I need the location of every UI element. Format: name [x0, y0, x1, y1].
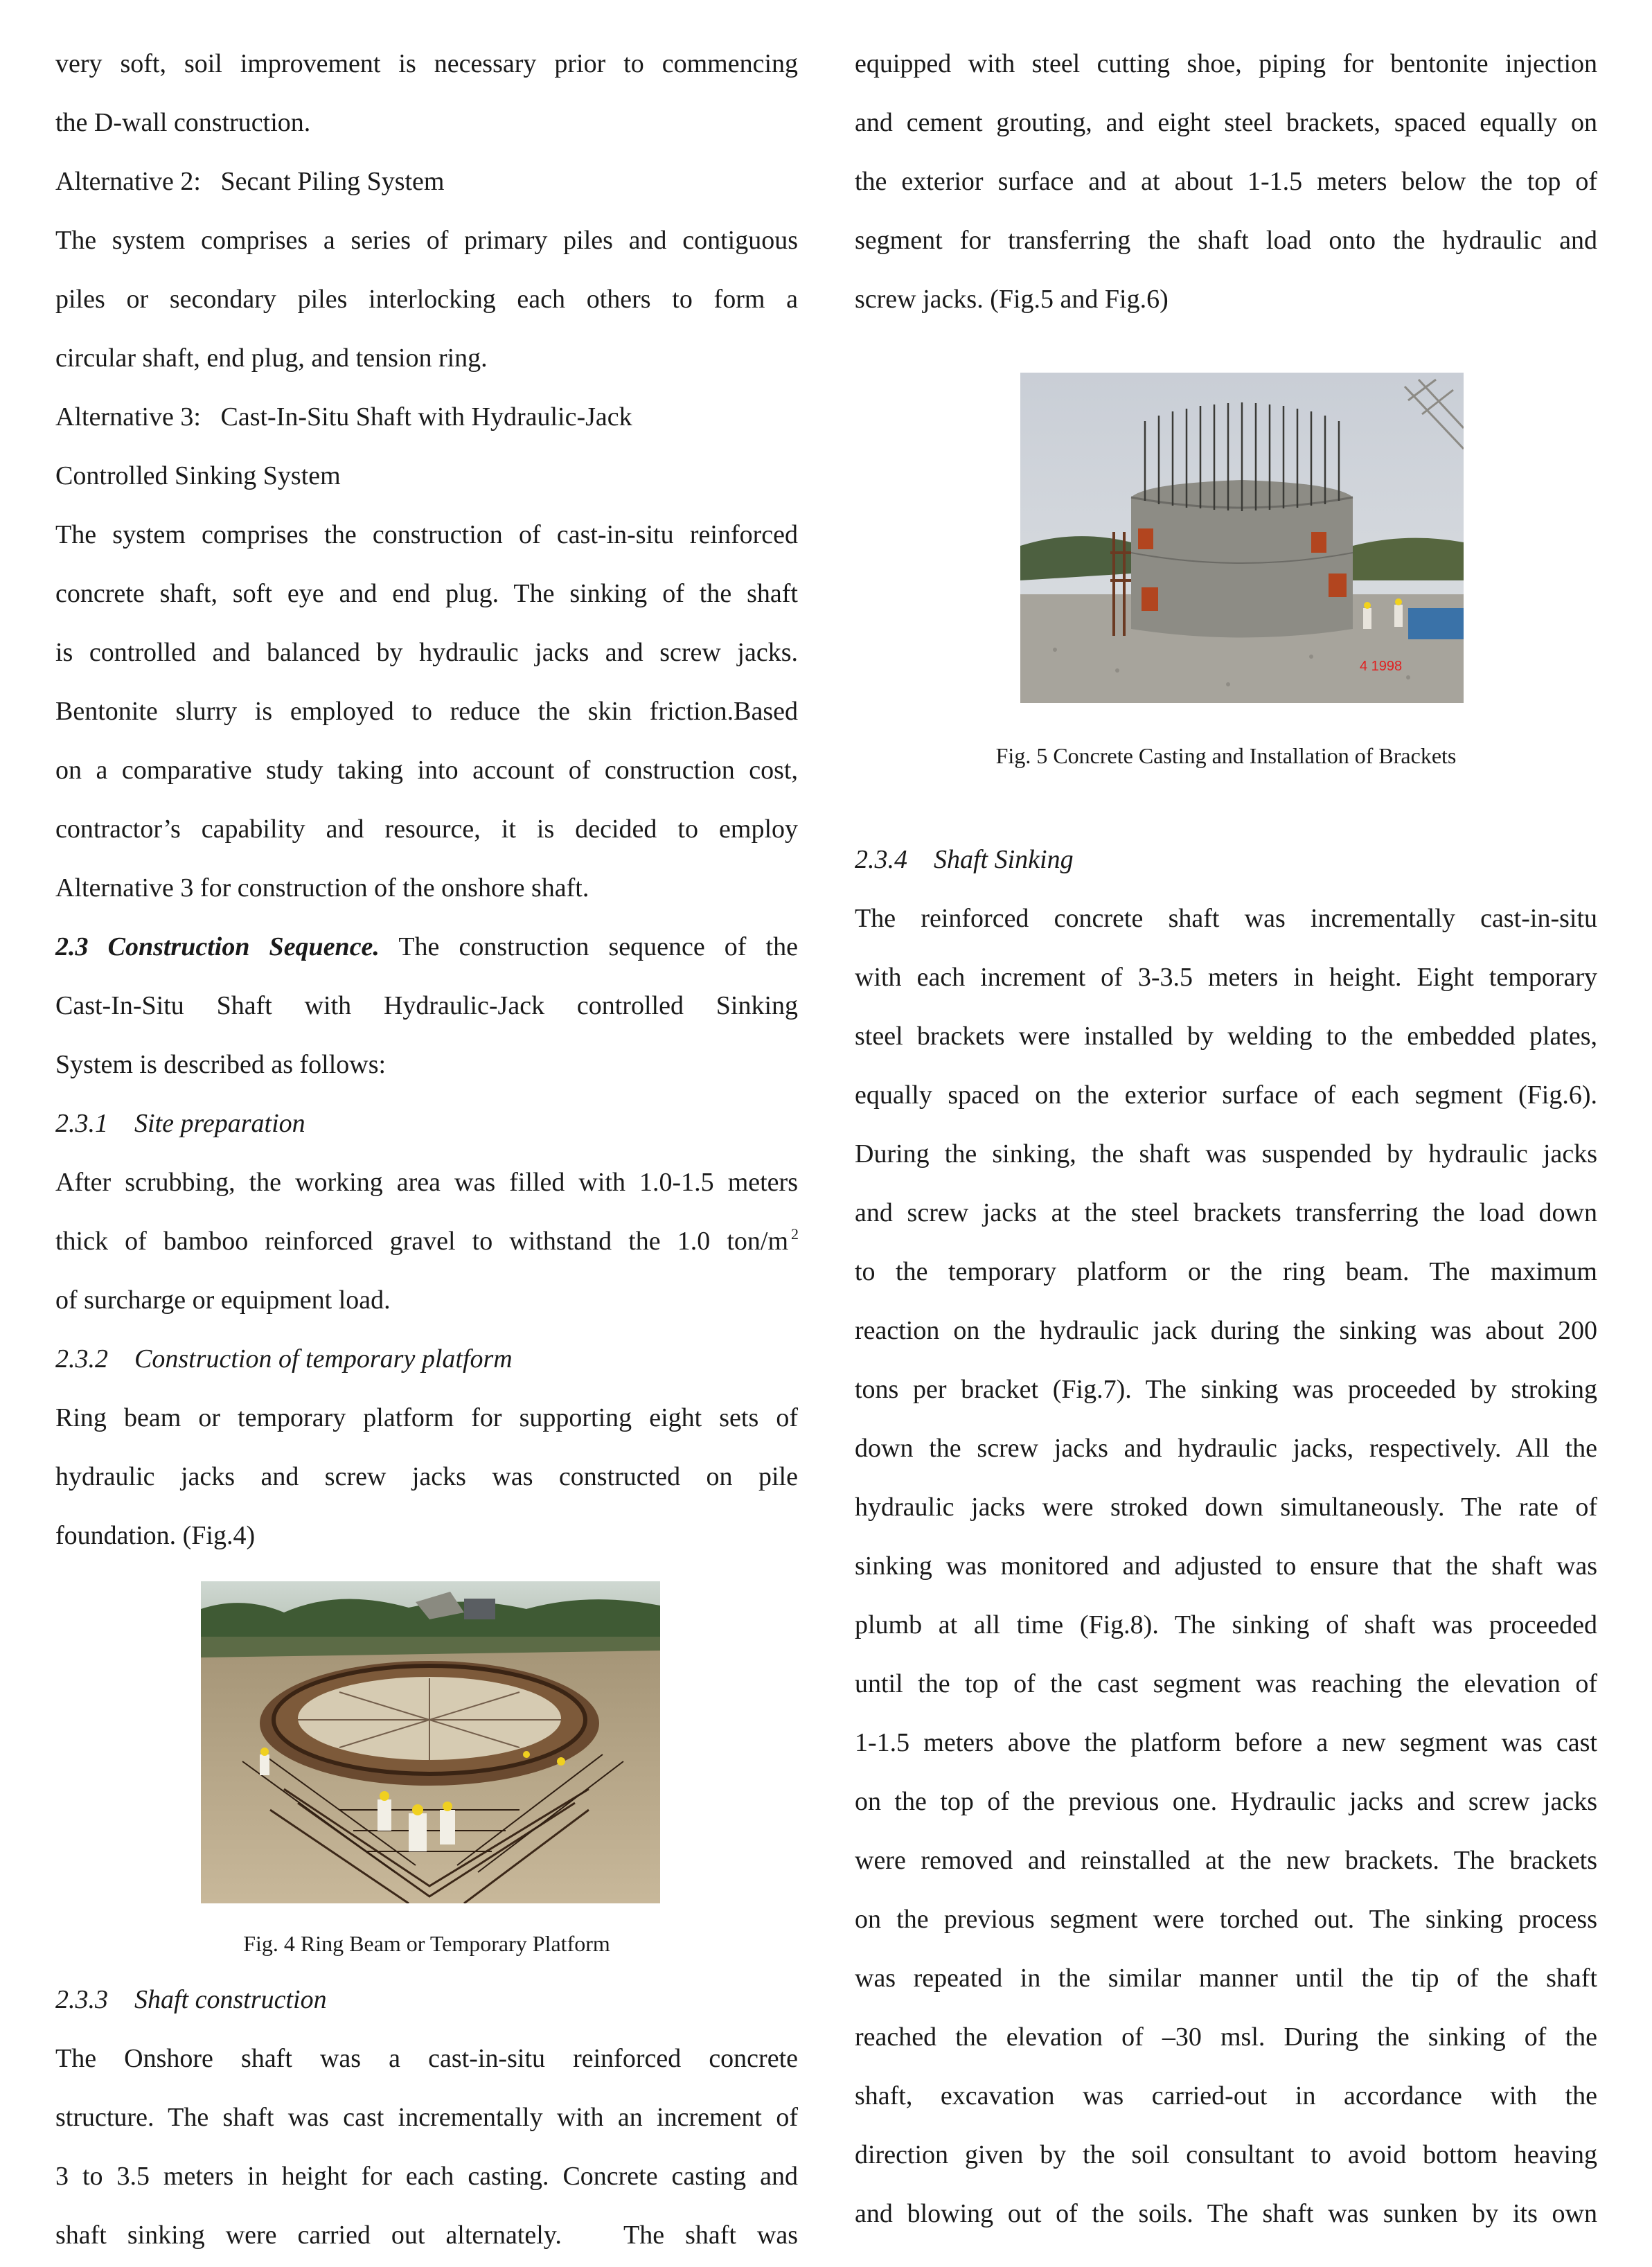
body-line: segment for transferring the shaft load onto the hydraulic and: [855, 226, 1597, 255]
body-line: until the top of the cast segment was reaching the elevation of: [855, 1669, 1597, 1698]
body-line: direction given by the soil consultant to avoid bottom heaving: [855, 2140, 1597, 2169]
body-line: down the screw jacks and hydraulic jacks, respectively. All the: [855, 1434, 1597, 1463]
body-line: on a comparative study taking into account of construction cost,: [55, 756, 798, 785]
body-line: was repeated in the similar manner until the tip of the shaft: [855, 1964, 1597, 1993]
subsection-heading-2-3-3: 2.3.3 Shaft construction: [55, 1985, 327, 2014]
body-line: During the sinking, the shaft was suspended by hydraulic jacks: [855, 1139, 1597, 1168]
body-line: screw jacks. (Fig.5 and Fig.6): [855, 285, 1169, 314]
body-line: on the top of the previous one. Hydraulic jacks and screw jacks: [855, 1787, 1597, 1816]
body-line: structure. The shaft was cast incrementally with an increment of: [55, 2103, 798, 2132]
body-line: to the temporary platform or the ring beam. The maximum: [855, 1257, 1597, 1286]
body-line: piles or secondary piles interlocking each others to form a: [55, 285, 798, 314]
subsection-heading-2-3-4: 2.3.4 Shaft Sinking: [855, 845, 1074, 874]
body-line: contractor’s capability and resource, it is decided to employ: [55, 815, 798, 844]
body-line: very soft, soil improvement is necessary prior to commencing: [55, 49, 798, 78]
body-line: Ring beam or temporary platform for supporting eight sets of: [55, 1403, 798, 1432]
subsection-heading-2-3-2: 2.3.2 Construction of temporary platform: [55, 1344, 513, 1373]
body-line: The Onshore shaft was a cast-in-situ reinforced concrete: [55, 2044, 798, 2073]
fig4-photo: [201, 1581, 660, 1903]
subheading-alternative-3: Alternative 3: Cast-In-Situ Shaft with Hydraulic-Jack: [55, 402, 632, 432]
body-line: shaft, excavation was carried-out in accordance with the: [855, 2081, 1597, 2110]
body-line: 3 to 3.5 meters in height for each casting. Concrete casting and: [55, 2162, 798, 2191]
section-heading-line: [55, 926, 798, 968]
body-line-with-superscript: [55, 1220, 799, 1262]
body-line: equipped with steel cutting shoe, piping for bentonite injection: [855, 49, 1597, 78]
body-line: the exterior surface and at about 1-1.5 meters below the top of: [855, 167, 1597, 196]
body-line: and cement grouting, and eight steel brackets, spaced equally on: [855, 108, 1597, 137]
body-text: thick of bamboo reinforced gravel to withstand the 1.0 ton/m: [55, 1227, 788, 1256]
body-line: concrete shaft, soft eye and end plug. The sinking of the shaft: [55, 579, 798, 608]
superscript: 2: [791, 1225, 799, 1243]
fig5-caption: Fig. 5 Concrete Casting and Installation of Brackets: [995, 743, 1457, 768]
subsection-heading-2-3-1: 2.3.1 Site preparation: [55, 1109, 305, 1138]
body-line: equally spaced on the exterior surface of each segment (Fig.6).: [855, 1081, 1597, 1110]
body-line: System is described as follows:: [55, 1050, 387, 1079]
body-line: reached the elevation of –30 msl. During the sinking of the: [855, 2022, 1597, 2052]
body-line: were removed and reinstalled at the new brackets. The brackets: [855, 1846, 1597, 1875]
body-line: The system comprises the construction of cast-in-situ reinforced: [55, 520, 798, 549]
body-line: hydraulic jacks and screw jacks was constructed on pile: [55, 1462, 798, 1491]
body-line: sinking was monitored and adjusted to ensure that the shaft was: [855, 1552, 1597, 1581]
body-line: plumb at all time (Fig.8). The sinking of shaft was proceeded: [855, 1610, 1597, 1639]
body-line: shaft sinking were carried out alternately. The shaft was: [55, 2221, 798, 2250]
body-line: Bentonite slurry is employed to reduce the skin friction.Based: [55, 697, 798, 726]
body-line: Controlled Sinking System: [55, 461, 341, 490]
body-line: hydraulic jacks were stroked down simultaneously. The rate of: [855, 1493, 1597, 1522]
body-line: reaction on the hydraulic jack during the sinking was about 200: [855, 1316, 1597, 1345]
body-line: the D-wall construction.: [55, 108, 311, 137]
body-line: and screw jacks at the steel brackets transferring the load down: [855, 1198, 1597, 1227]
section-heading: 2.3 Construction Sequence.: [55, 932, 380, 961]
body-line: After scrubbing, the working area was filled with 1.0-1.5 meters: [55, 1168, 798, 1197]
fig5-date-stamp: 4 1998: [1360, 659, 1403, 674]
body-line: 1-1.5 meters above the platform before a new segment was cast: [855, 1728, 1597, 1757]
fig5-photo: [1020, 373, 1464, 703]
body-line: of surcharge or equipment load.: [55, 1286, 391, 1315]
section-heading-rest: The construction sequence of the: [398, 932, 798, 961]
body-line: The system comprises a series of primary piles and contiguous: [55, 226, 798, 255]
body-line: Cast-In-Situ Shaft with Hydraulic-Jack controlled Sinking: [55, 991, 798, 1020]
body-line: Alternative 3 for construction of the onshore shaft.: [55, 873, 589, 903]
body-line: and blowing out of the soils. The shaft was sunken by its own: [855, 2199, 1597, 2228]
body-line: circular shaft, end plug, and tension ring.: [55, 344, 488, 373]
fig4-caption: Fig. 4 Ring Beam or Temporary Platform: [243, 1931, 610, 1956]
subheading-alternative-2: Alternative 2: Secant Piling System: [55, 167, 445, 196]
body-line: steel brackets were installed by welding to the embedded plates,: [855, 1022, 1597, 1051]
body-line: with each increment of 3-3.5 meters in height. Eight temporary: [855, 963, 1597, 992]
body-line: is controlled and balanced by hydraulic jacks and screw jacks.: [55, 638, 798, 667]
body-line: The reinforced concrete shaft was incrementally cast-in-situ: [855, 904, 1597, 933]
body-line: foundation. (Fig.4): [55, 1521, 256, 1550]
body-line: on the previous segment were torched out. The sinking process: [855, 1905, 1597, 1934]
body-line: tons per bracket (Fig.7). The sinking was proceeded by stroking: [855, 1375, 1597, 1404]
